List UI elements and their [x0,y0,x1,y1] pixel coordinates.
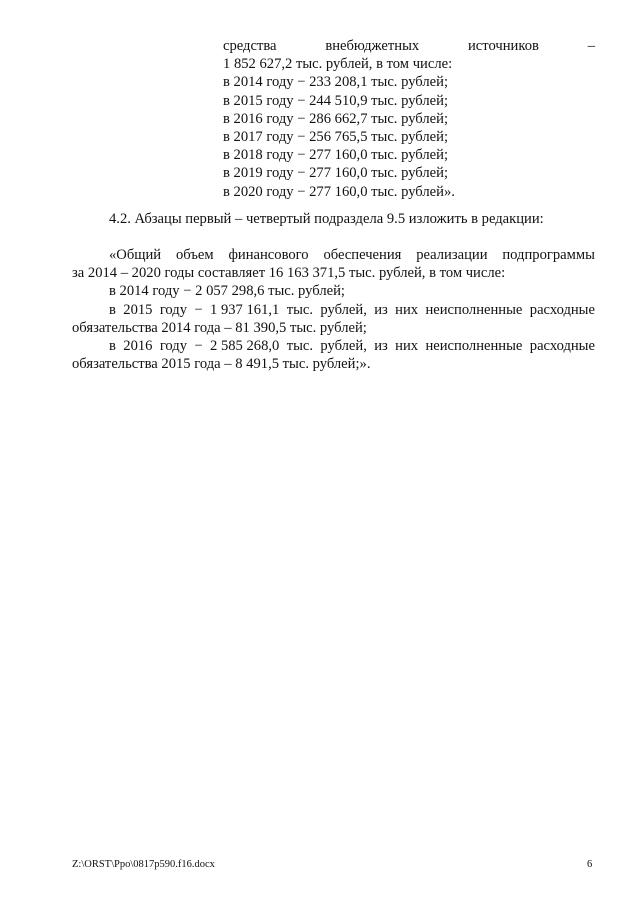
footer-file-path: Z:\ORST\Ppo\0817p590.f16.docx [72,859,215,870]
paragraph-2: в 2014 году − 2 057 298,6 тыс. рублей; [109,283,345,300]
word: них [395,338,419,355]
word: объем [175,247,214,263]
funding-year-line: в 2019 году − 277 160,0 тыс. рублей; [223,165,448,182]
paragraph-3-line-1 [72,301,595,319]
funding-total-line: 1 852 627,2 тыс. рублей, в том числе: [223,56,453,73]
paragraph-3-line-2: обязательства 2014 года – 81 390,5 тыс. рублей; [72,319,367,336]
word: финансового [228,247,309,263]
word: «Общий [109,247,162,263]
word: них [395,301,419,318]
word: году [159,301,188,318]
paragraph-4-line-1 [72,337,595,355]
word: году [159,338,188,355]
paragraph-1-line-2: за 2014 – 2020 годы составляет 16 163 371,5 тыс. рублей, в том числе: [72,265,506,282]
funding-year-line: в 2018 году − 277 160,0 тыс. рублей; [223,147,448,164]
funding-year-line: в 2016 году − 286 662,7 тыс. рублей; [223,110,448,127]
funding-sources-block [223,37,595,201]
word: внебюджетных [325,38,420,54]
page-number: 6 [587,859,593,870]
funding-year-line: в 2017 году − 256 765,5 тыс. рублей; [223,129,448,146]
word: подпрограммы [502,247,595,263]
word: 2016 [123,338,153,355]
word: из [374,338,388,355]
section-heading: 4.2. Абзацы первый – четвертый подраздела 9.5 изложить в редакции: [109,211,544,227]
word: тыс. [286,338,313,355]
funding-sources-first-line [223,37,595,55]
dash: – [587,38,595,54]
word: неисполненные [425,338,523,355]
word: расходные [529,301,595,318]
paragraph-1-line-1 [72,246,595,264]
word: в [109,301,116,318]
word: в [109,338,116,355]
word: 1 937 161,1 [210,301,280,318]
word: источников [468,38,539,54]
word: − [194,301,203,318]
word: средства [223,38,277,54]
word: из [374,301,388,318]
word: рублей, [320,338,367,355]
word: реализации [416,247,488,263]
word: обеспечения [323,247,402,263]
paragraph-4-line-2: обязательства 2015 года – 8 491,5 тыс. рублей;». [72,356,371,373]
word: 2 585 268,0 [210,338,280,355]
funding-year-line: в 2015 году − 244 510,9 тыс. рублей; [223,92,448,109]
word: рублей, [320,301,367,318]
word: − [194,338,203,355]
quoted-amendment-block [72,246,595,373]
word: 2015 [123,301,153,318]
word: неисполненные [425,301,523,318]
funding-year-line: в 2020 году − 277 160,0 тыс. рублей». [223,183,455,200]
funding-year-line: в 2014 году − 233 208,1 тыс. рублей; [223,74,448,91]
word: тыс. [286,301,313,318]
word: расходные [529,338,595,355]
